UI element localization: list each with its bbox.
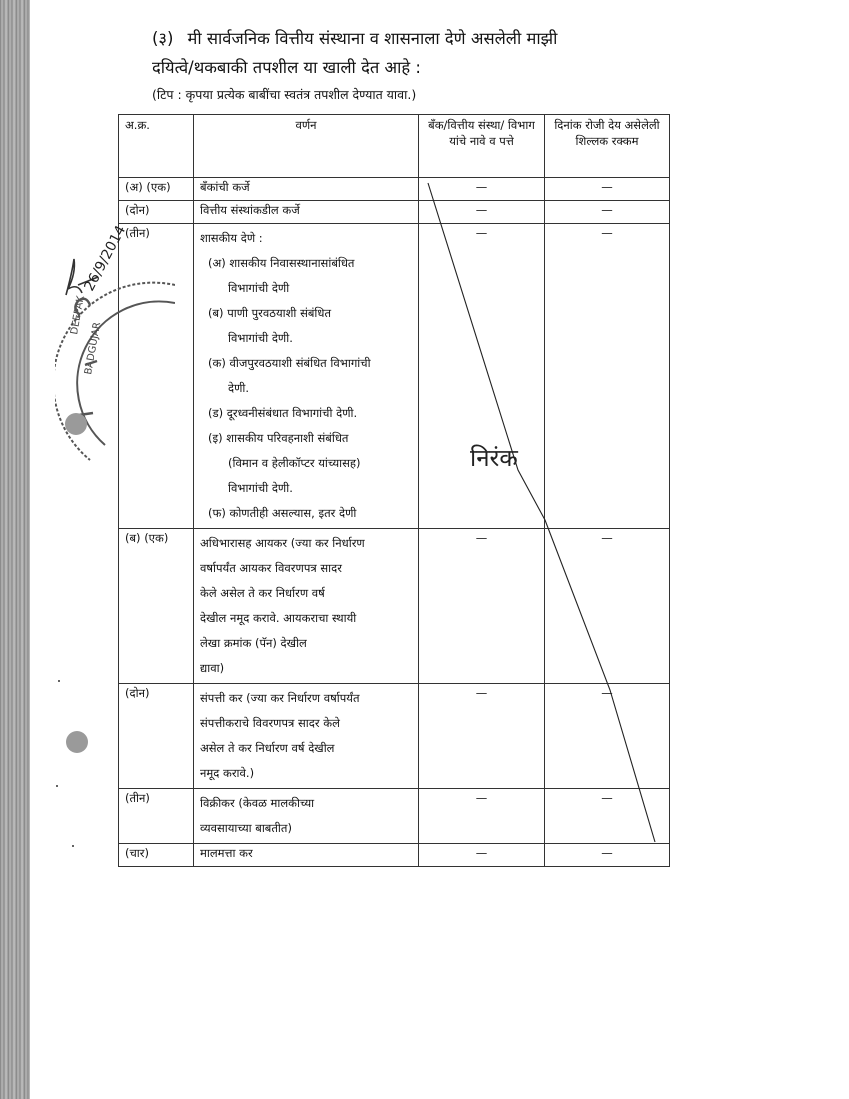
institution-dash: — [419,844,545,867]
govt-dues-item: (क) वीजपुरवठयाशी संबंधित विभागांची [208,356,371,370]
header-balance: दिनांक रोजी देय असेलेली शिल्लक रक्कम [545,115,670,178]
govt-dues-item: (ड) दूरध्वनीसंबंधात विभागांची देणी. [208,406,358,420]
govt-dues-item: (विमान व हेलीकॉप्टर यांच्यासह) [228,456,361,470]
description-line: देखील नमूद करावे. आयकराचा स्थायी [200,611,357,625]
row-description [194,789,419,844]
description-line: संपत्ती कर (ज्या कर निर्धारण वर्षापर्यंत [200,691,360,705]
govt-dues-item: देणी. [228,381,250,395]
row-serial: (चार) [119,844,194,867]
institution-dash: — [419,224,545,529]
row-serial: (अ) (एक) [119,178,194,201]
row-description: बँकांची कर्जे [194,178,419,201]
row-serial: (दोन) [119,201,194,224]
header-description: वर्णन [194,115,419,178]
instruction-note: (टिप : कृपया प्रत्येक बाबींचा स्वतंत्र तपशील देण्यात यावा.) [152,87,417,102]
govt-dues-item: (इ) शासकीय परिवहनाशी संबंधित [208,431,349,445]
balance-dash: — [545,789,670,844]
balance-dash: — [545,178,670,201]
balance-dash: — [545,201,670,224]
table-row [119,684,670,789]
row-serial: (दोन) [119,684,194,789]
description-line: संपत्तीकराचे विवरणपत्र सादर केले [200,716,340,730]
balance-dash: — [545,224,670,529]
govt-dues-item: (अ) शासकीय निवासस्थानासांबंधित [208,256,355,270]
institution-dash: — [419,684,545,789]
svg-text:BADGUJAR: BADGUJAR [83,321,104,376]
liabilities-table [118,114,670,867]
description-line: व्यवसायाच्या बाबतीत) [200,821,292,835]
description-line: द्यावा) [200,661,225,675]
govt-dues-item: विभागांची देणी. [228,481,293,495]
table-row [119,201,670,224]
balance-dash: — [545,844,670,867]
description-line: नमूद करावे.) [200,766,255,780]
description-line: केले असेल ते कर निर्धारण वर्ष [200,586,325,600]
punch-hole [66,731,88,753]
svg-text:DEEPAK: DEEPAK [69,295,87,336]
scan-speck [56,785,58,787]
description-line: विक्रीकर (केवळ मालकीच्या [200,796,315,810]
govt-dues-title: शासकीय देणे : [200,231,263,245]
office-stamp [55,222,175,485]
table-row [119,789,670,844]
punch-hole [65,413,87,435]
row-description [194,529,419,684]
row-serial: (तीन) [119,789,194,844]
row-serial: (तीन) [119,224,194,529]
row-description [194,684,419,789]
table-row [119,224,670,529]
heading-line-2: दयित्वे/थकबाकी तपशील या खाली देत आहे : [152,58,421,77]
govt-dues-item: (ब) पाणी पुरवठयाशी संबंधित [208,306,332,320]
section-number: (३) [152,29,174,48]
description-line: लेखा क्रमांक (पॅन) देखील [200,636,307,650]
scan-speck [72,845,74,847]
row-description: मालमत्ता कर [194,844,419,867]
institution-dash: — [419,789,545,844]
govt-dues-item: विभागांची देणी. [228,331,293,345]
header-serial: अ.क्र. [119,115,194,178]
section-heading [152,24,712,82]
row-description [194,224,419,529]
handwritten-date: 26/9/2014 [81,222,130,294]
description-line: अधिभारासह आयकर (ज्या कर निर्धारण [200,536,365,550]
table-row [119,844,670,867]
institution-dash: — [419,178,545,201]
scan-edge-strip [0,0,30,1099]
govt-dues-item: (फ) कोणतीही असल्यास, इतर देणी [208,506,357,520]
institution-dash: — [419,529,545,684]
description-line: वर्षापर्यंत आयकर विवरणपत्र सादर [200,561,342,575]
balance-dash: — [545,684,670,789]
handwritten-nil: निरंक [470,444,518,472]
table-row [119,529,670,684]
table-row [119,178,670,201]
balance-dash: — [545,529,670,684]
table-header-row [119,115,670,178]
heading-line-1: मी सार्वजनिक वित्तीय संस्थाना व शासनाला देणे असलेली माझी [187,29,558,48]
row-serial: (ब) (एक) [119,529,194,684]
row-description: वित्तीय संस्थांकडील कर्जे [194,201,419,224]
scan-speck [58,680,60,682]
description-line: असेल ते कर निर्धारण वर्ष देखील [200,741,335,755]
govt-dues-item: विभागांची देणी [228,281,290,295]
header-institution: बँक/वित्तीय संस्था/ विभाग यांचे नावे व पत्ते [419,115,545,178]
institution-dash: — [419,201,545,224]
